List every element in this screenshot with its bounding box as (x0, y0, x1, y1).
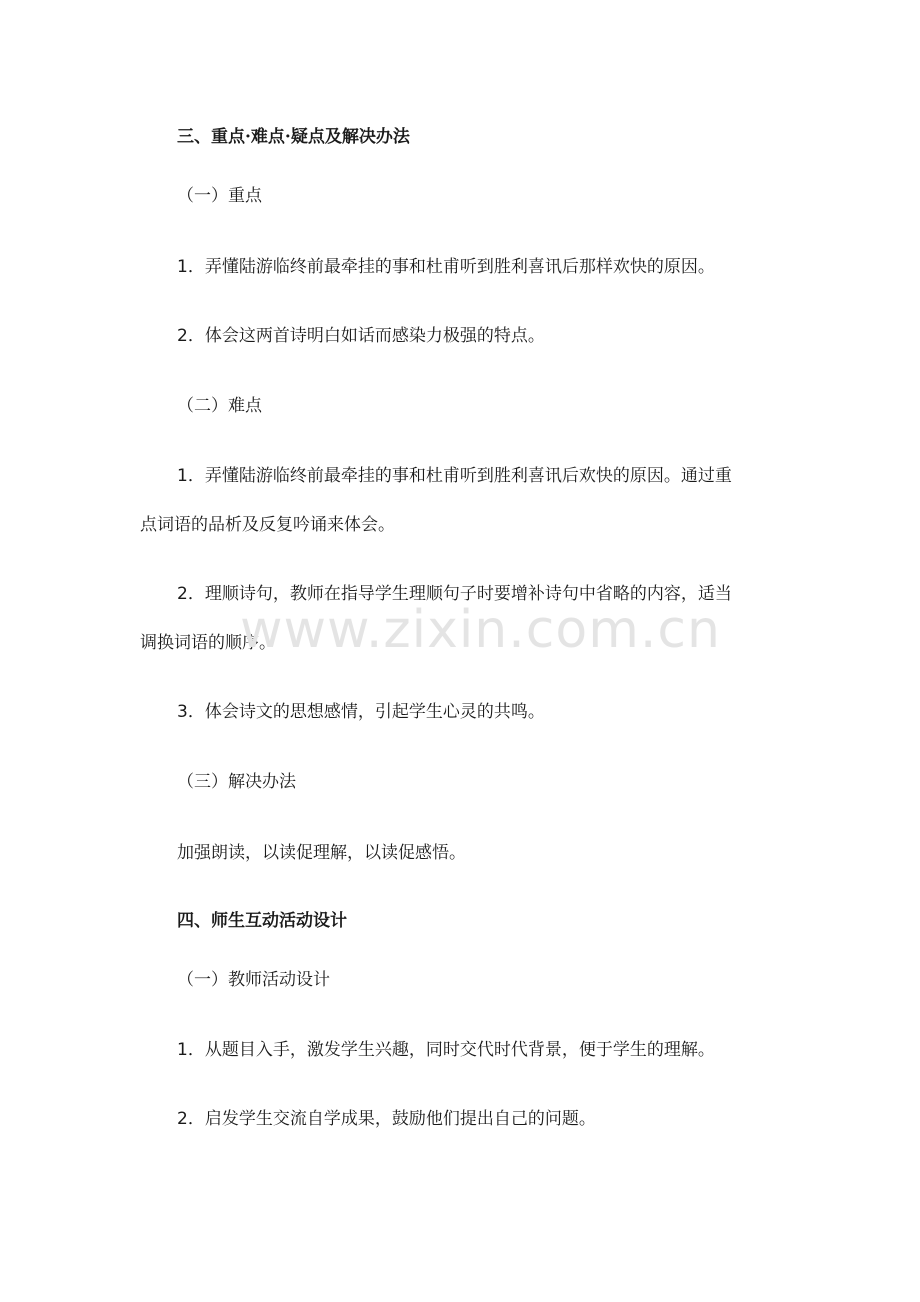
subheading-teacher-activity: （一）教师活动设计 (177, 970, 330, 990)
section-4-heading: 四、师生互动活动设计 (177, 911, 347, 931)
teacher-activity-2: 2．启发学生交流自学成果，鼓励他们提出自己的问题。 (177, 1109, 596, 1129)
focus-item-2: 2．体会这两首诗明白如话而感染力极强的特点。 (177, 326, 545, 346)
subheading-focus: （一）重点 (177, 186, 262, 206)
focus-item-1: 1．弄懂陆游临终前最牵挂的事和杜甫听到胜利喜讯后那样欢快的原因。 (177, 257, 715, 277)
difficulty-item-1-line-2: 点词语的品析及反复吟诵来体会。 (140, 515, 395, 535)
difficulty-item-1-line-1: 1．弄懂陆游临终前最牵挂的事和杜甫听到胜利喜讯后欢快的原因。通过重 (177, 466, 732, 486)
subheading-solution: （三）解决办法 (177, 772, 296, 792)
difficulty-item-2-line-2: 调换词语的顺序。 (140, 633, 276, 653)
difficulty-item-2-line-1: 2．理顺诗句，教师在指导学生理顺句子时要增补诗句中省略的内容，适当 (177, 584, 732, 604)
solution-text: 加强朗读，以读促理解，以读促感悟。 (177, 843, 466, 863)
watermark-text: www.zixin.com.cn (240, 600, 721, 660)
difficulty-item-3: 3．体会诗文的思想感情，引起学生心灵的共鸣。 (177, 702, 545, 722)
teacher-activity-1: 1．从题目入手，激发学生兴趣，同时交代时代背景，便于学生的理解。 (177, 1040, 715, 1060)
section-3-heading: 三、重点·难点·疑点及解决办法 (177, 127, 410, 147)
subheading-difficulty: （二）难点 (177, 396, 262, 416)
